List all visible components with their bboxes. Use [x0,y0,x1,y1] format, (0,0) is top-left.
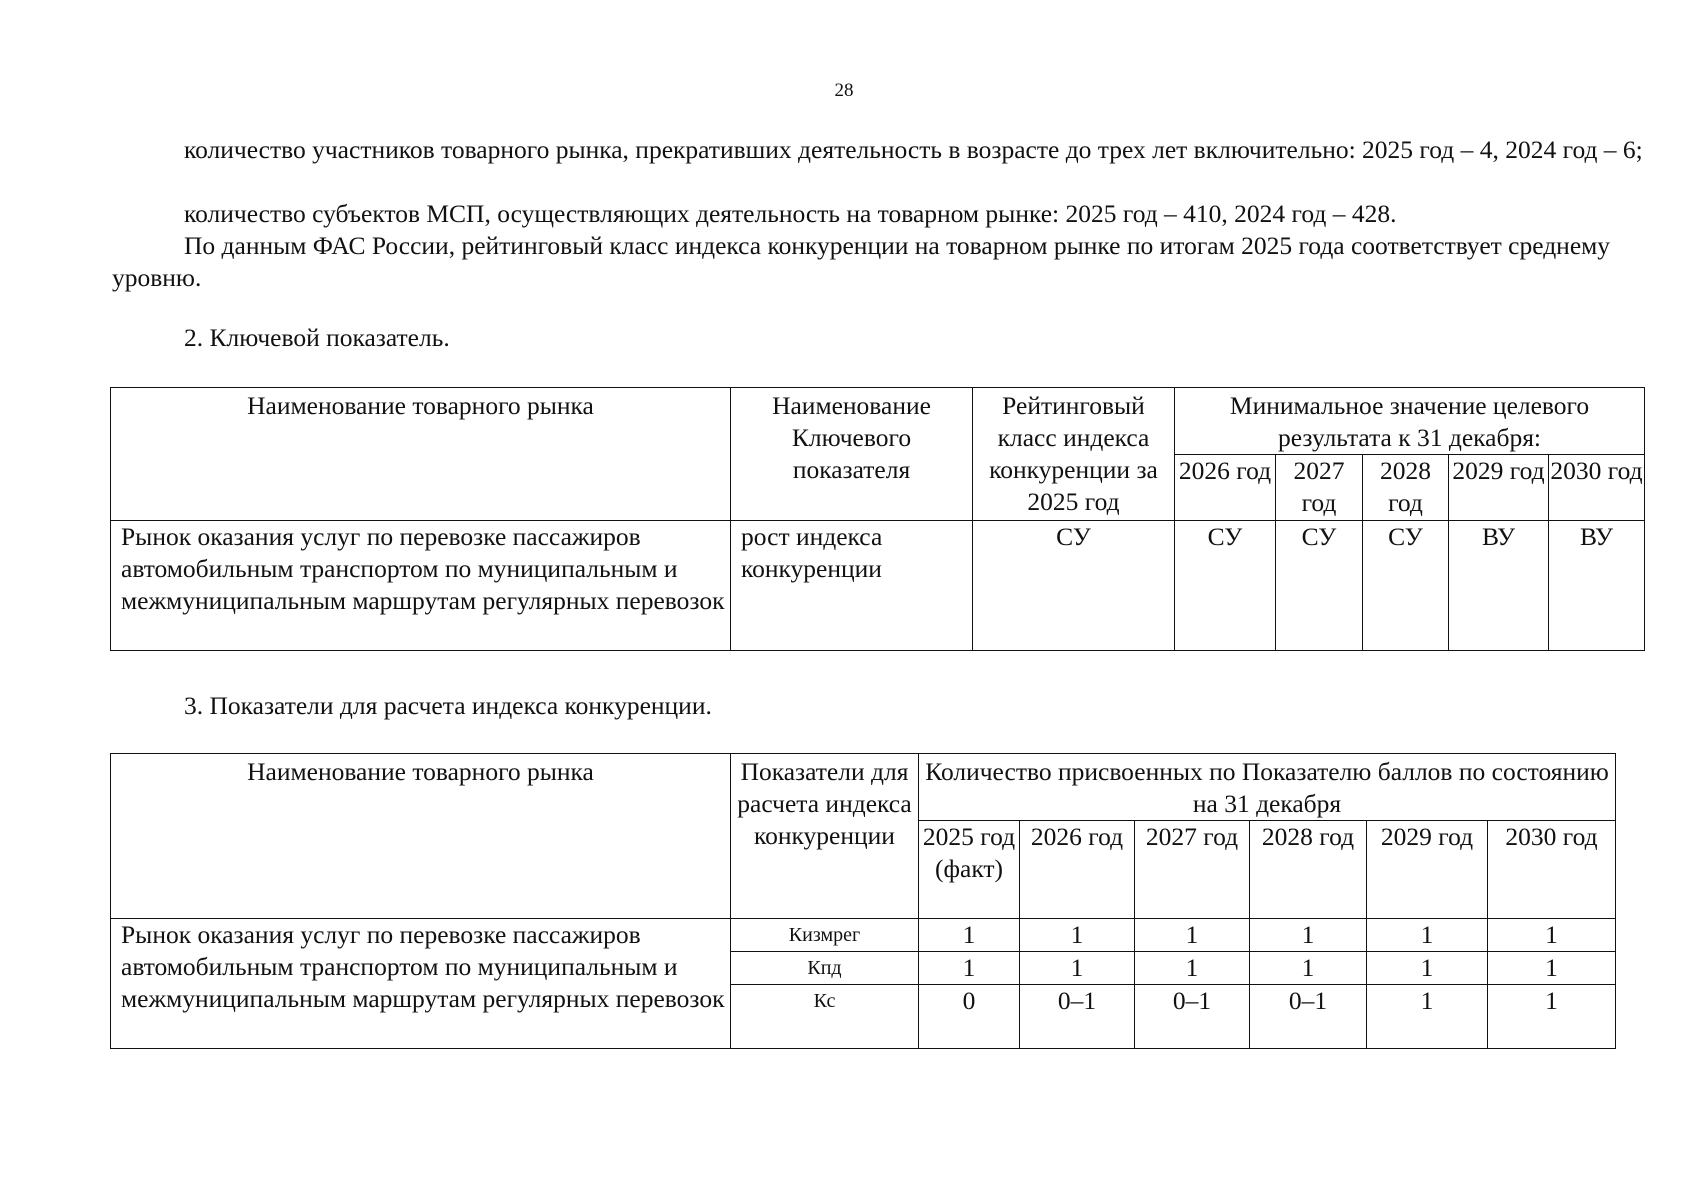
competition-index-table [110,753,1616,1049]
header-year-2029: 2029 год [1367,821,1488,919]
header-key-indicator-name: Наименование Ключевого показателя [731,388,973,521]
indicator-k-izmreg: Кизмрег [731,919,919,952]
header-year-2030: 2030 год [1488,821,1616,919]
header-year-2026: 2026 год [1175,455,1276,521]
cell-value: 1 [919,919,1020,952]
row-rating-class: СУ [973,521,1175,651]
cell-value: 1 [1367,952,1488,985]
cell-value: 1 [1135,919,1250,952]
cell-value: 1 [1020,919,1135,952]
paragraph-participants-ceased: количество участников товарного рынка, прекративших деятельность в возрасте до трех лет включительно: 2025 год – 4, 2024 год – 6; [184,135,1643,164]
header-calc-indicators: Показатели для расчета индекса конкуренции [731,754,919,919]
header-market-name: Наименование товарного рынка [111,388,731,521]
row-key-indicator: рост индекса конкуренции [731,521,973,651]
header-rating-class: Рейтинговый класс индекса конкуренции за 2025 год [973,388,1175,521]
row-value-2028: СУ [1363,521,1449,651]
header-year-2028: 2028 год [1363,455,1449,521]
paragraph-fas-rating: По данным ФАС России, рейтинговый класс индекса конкуренции на товарном рынке по итогам 2025 года соответствует среднему уровню. [112,231,1611,292]
section-2-heading: 2. Ключевой показатель. [184,323,450,352]
header-year-2027: 2027 год [1135,821,1250,919]
cell-value: 0–1 [1135,985,1250,1049]
cell-value: 1 [1488,985,1616,1049]
cell-value: 1 [919,952,1020,985]
cell-value: 1 [1488,919,1616,952]
header-year-2026: 2026 год [1020,821,1135,919]
row-market-name: Рынок оказания услуг по перевозке пассажиров автомобильным транспортом по муниципальным и межмуниципальным маршрутам регулярных перевозок [111,521,731,651]
cell-value: 0–1 [1250,985,1367,1049]
row-value-2030: ВУ [1549,521,1645,651]
row-value-2027: СУ [1276,521,1363,651]
header-year-2029: 2029 год [1449,455,1549,521]
row-market-name: Рынок оказания услуг по перевозке пассажиров автомобильным транспортом по муниципальным и межмуниципальным маршрутам регулярных перевозок [111,919,731,1049]
key-indicator-table [110,387,1645,651]
cell-value: 1 [1250,952,1367,985]
header-year-2027: 2027 год [1276,455,1363,521]
header-market-name: Наименование товарного рынка [111,754,731,919]
header-year-2025-fact: 2025 год (факт) [919,821,1020,919]
indicator-k-s: Кс [731,985,919,1049]
header-year-2030: 2030 год [1549,455,1645,521]
header-year-2028: 2028 год [1250,821,1367,919]
cell-value: 1 [1488,952,1616,985]
cell-value: 1 [1020,952,1135,985]
section-3-heading: 3. Показатели для расчета индекса конкуренции. [184,691,712,720]
cell-value: 0 [919,985,1020,1049]
cell-value: 1 [1367,985,1488,1049]
row-value-2026: СУ [1175,521,1276,651]
cell-value: 1 [1135,952,1250,985]
cell-value: 1 [1367,919,1488,952]
header-min-target-value: Минимальное значение целевого результата к 31 декабря: [1175,388,1645,455]
page-number: 28 [834,80,854,101]
cell-value: 0–1 [1020,985,1135,1049]
header-assigned-points: Количество присвоенных по Показателю баллов по состоянию на 31 декабря [919,754,1616,821]
row-value-2029: ВУ [1449,521,1549,651]
indicator-k-pd: Кпд [731,952,919,985]
paragraph-msp-count: количество субъектов МСП, осуществляющих деятельность на товарном рынке: 2025 год – 410, 2024 год – 428. [184,199,1397,228]
cell-value: 1 [1250,919,1367,952]
